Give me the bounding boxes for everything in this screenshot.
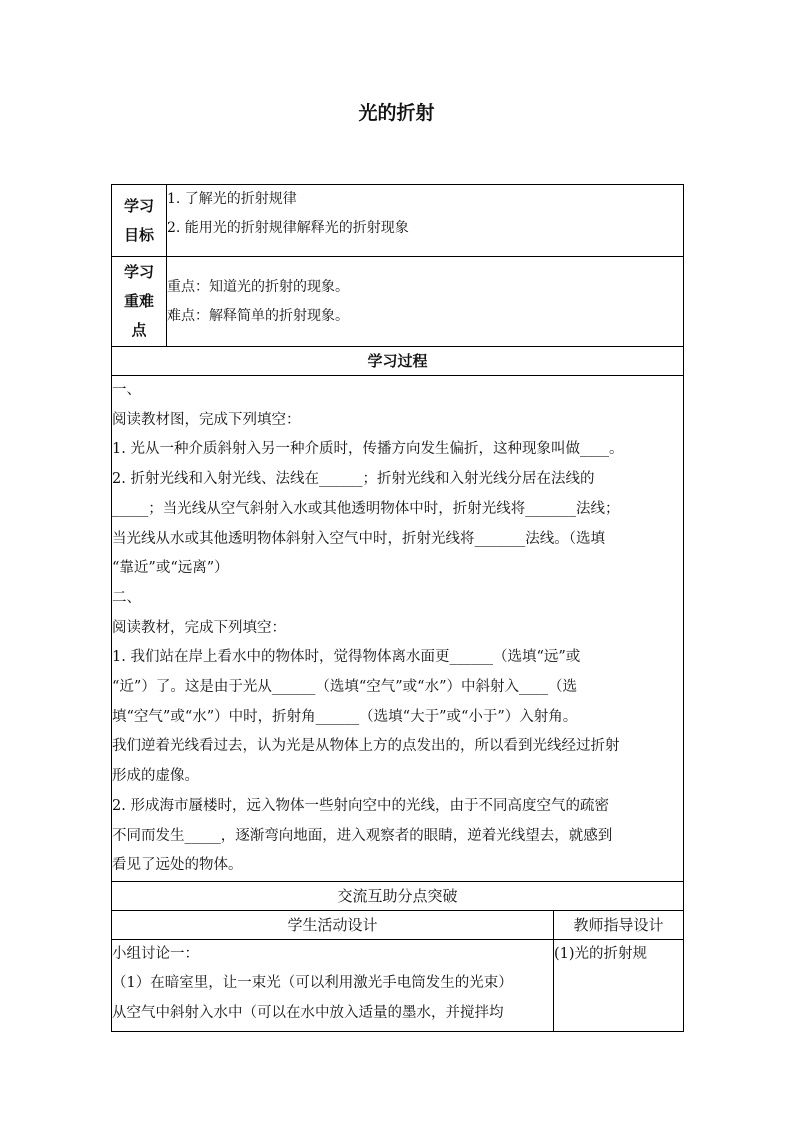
student-line: （1）在暗室里，让一束光（可以利用激光手电筒发生的光束） xyxy=(112,975,513,992)
process-line: 当光线从水或其他透明物体斜射入空气中时，折射光线将_______法线。（选填 xyxy=(112,530,605,547)
exchange-heading-row xyxy=(112,881,684,910)
process-heading: 学习过程 xyxy=(112,347,684,376)
process-line: 二、 xyxy=(112,589,141,606)
student-line: 小组讨论一： xyxy=(112,945,199,962)
process-line: 1. 光从一种介质斜射入另一种介质时，传播方向发生偏折，这种现象叫做____。 xyxy=(112,441,624,458)
process-line: 1. 我们站在岸上看水中的物体时，觉得物体离水面更______（选填“远”或 xyxy=(112,649,581,666)
process-line: 阅读教材图，完成下列填空： xyxy=(112,411,301,428)
process-line: 看见了远处的物体。 xyxy=(112,857,243,874)
process-heading-row xyxy=(112,347,684,376)
teacher-guidance-content xyxy=(554,939,684,1031)
process-line: “靠近”或“远离”） xyxy=(112,560,229,577)
objectives-row xyxy=(112,185,684,257)
process-line: 我们逆着光线看过去，认为光是从物体上方的点发出的，所以看到光线经过折射 xyxy=(112,738,620,755)
process-line: 2. 折射光线和入射光线、法线在______；折射光线和入射光线分居在法线的 xyxy=(112,471,595,488)
key-points-label-line2: 重难 xyxy=(123,292,154,310)
process-line: 填“空气”或“水”）中时，折射角______（选填“大于”或“小于”）入射角。 xyxy=(112,708,578,725)
lesson-table xyxy=(111,184,684,1032)
student-line: 从空气中斜射入水中（可以在水中放入适量的墨水，并搅拌均 xyxy=(112,1004,504,1021)
objectives-label-line1: 学习 xyxy=(123,196,154,215)
process-line: 不同而发生_____，逐渐弯向地面，进入观察者的眼睛，逆着光线望去，就感到 xyxy=(112,827,613,844)
teacher-guidance-header: 教师指导设计 xyxy=(554,910,684,939)
exchange-heading: 交流互助分点突破 xyxy=(112,881,684,910)
objectives-label xyxy=(112,185,167,257)
process-body xyxy=(112,376,684,882)
exchange-columns-row xyxy=(112,910,684,939)
objectives-label-line2: 目标 xyxy=(123,225,154,244)
document-title: 光的折射 xyxy=(358,102,435,124)
key-point-item: 重点：知道光的折射的现象。 xyxy=(167,278,349,295)
process-line: _____；当光线从空气斜射入水或其他透明物体中时，折射光线将_______法线； xyxy=(112,500,620,517)
objectives-content xyxy=(167,185,684,257)
process-line: 形成的虚像。 xyxy=(112,768,199,785)
process-line: 2. 形成海市蜃楼时，远入物体一些射向空中的光线，由于不同高度空气的疏密 xyxy=(112,797,609,814)
key-points-label-line3: 点 xyxy=(131,321,147,339)
student-activity-header: 学生活动设计 xyxy=(112,910,554,939)
key-points-content xyxy=(167,257,684,347)
objective-item: 1. 了解光的折射规律 xyxy=(167,191,297,207)
process-body-row xyxy=(112,376,684,882)
process-line: “近”）了。这是由于光从______（选填“空气”或“水”）中斜射入____（选 xyxy=(112,679,577,696)
student-activity-content xyxy=(112,939,554,1031)
key-points-label xyxy=(112,257,167,347)
teacher-line: (1)光的折射规 xyxy=(554,945,648,962)
objective-item: 2. 能用光的折射规律解释光的折射现象 xyxy=(167,220,409,236)
key-points-row xyxy=(112,257,684,347)
process-line: 阅读教材，完成下列填空： xyxy=(112,619,286,636)
key-points-label-line1: 学习 xyxy=(123,263,154,281)
exchange-content-row xyxy=(112,939,684,1031)
process-line: 一、 xyxy=(112,382,141,398)
key-point-item: 难点：解释简单的折射现象。 xyxy=(167,307,349,324)
